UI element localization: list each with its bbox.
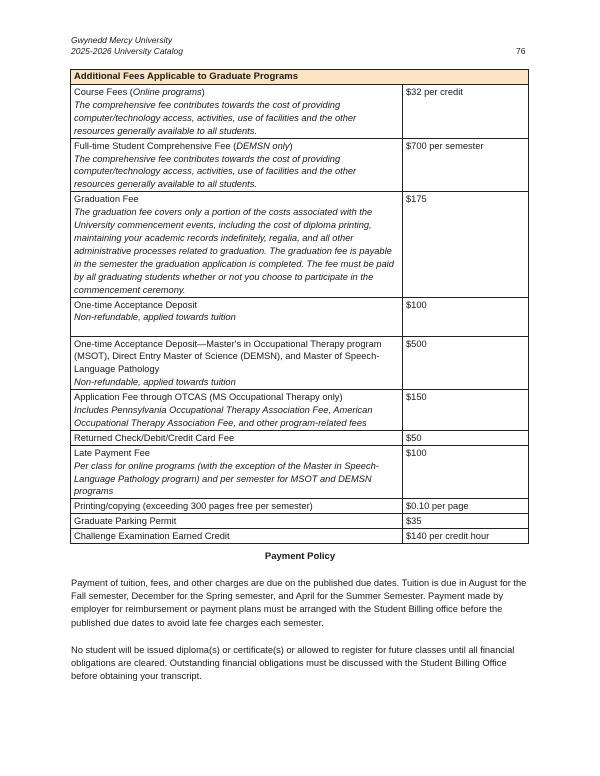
table-row	[71, 390, 529, 431]
page-header	[71, 35, 531, 57]
fee-title: One-time Acceptance Deposit	[74, 299, 197, 310]
fee-amount: $175	[403, 192, 529, 297]
page-number: 76	[516, 46, 526, 56]
fee-item-cell	[71, 529, 403, 544]
fee-description: The comprehensive fee contributes towards the cost of providing computer/technology access, activities, use of facilities and the other resources generally available to all students.	[74, 99, 357, 136]
table-row	[71, 138, 529, 192]
fee-amount: $0.10 per page	[403, 499, 529, 514]
table-row	[71, 514, 529, 529]
fee-title: Graduate Parking Permit	[74, 516, 177, 527]
table-row	[71, 430, 529, 445]
fee-title: Course Fees (Online programs)	[74, 87, 205, 97]
fee-amount: $140 per credit hour	[403, 529, 529, 544]
table-row	[71, 336, 529, 390]
fee-amount: $700 per semester	[403, 138, 529, 192]
institution-name: Gwynedd Mercy University	[71, 35, 173, 45]
fee-title: Late Payment Fee	[74, 447, 150, 458]
fee-item-cell	[71, 192, 403, 297]
table-row	[71, 529, 529, 544]
fee-title: Application Fee through OTCAS (MS Occupational Therapy only)	[74, 392, 343, 403]
catalog-title: 2025-2026 University Catalog	[71, 46, 183, 56]
payment-policy-title: Payment Policy	[264, 551, 336, 562]
table-row	[71, 192, 529, 297]
fee-title: Graduation Fee	[74, 194, 139, 205]
fee-item-cell	[71, 336, 403, 390]
fee-item-cell	[71, 390, 403, 431]
fee-item-cell	[71, 499, 403, 514]
fee-item-cell	[71, 430, 403, 445]
fee-item-cell	[71, 138, 403, 192]
fee-title: One-time Acceptance Deposit—Master's in Occupational Therapy program (MSOT), Direct Entry Master of Science (DEMSN), and Master of Speech-Language Pathology	[74, 338, 382, 375]
fee-item-cell	[71, 445, 403, 499]
fee-title: Full-time Student Comprehensive Fee (DEMSN only)	[74, 140, 293, 151]
fee-title: Challenge Examination Earned Credit	[74, 531, 230, 542]
table-row	[71, 445, 529, 499]
payment-policy-paragraph-2: No student will be issued diploma(s) or certificate(s) or allowed to register for future classes until all financial obligations are cleared. Outstanding financial obligations must be discussed with the Student Billing Office before obtaining your transcript.	[71, 645, 515, 682]
fee-amount: $35	[403, 514, 529, 529]
fee-description: The comprehensive fee contributes towards the cost of providing computer/technology access, activities, use of facilities and the other resources generally available to all students.	[74, 153, 357, 190]
fee-title: Returned Check/Debit/Credit Card Fee	[74, 432, 235, 443]
fee-item-cell	[71, 85, 403, 139]
fee-amount: $100	[403, 445, 529, 499]
fee-amount: $100	[403, 297, 529, 336]
fee-amount: $500	[403, 336, 529, 390]
fee-item-cell	[71, 514, 403, 529]
fee-description: Includes Pennsylvania Occupational Therapy Association Fee, American Occupational Therapy Association Fee, and other program-related fees	[74, 405, 373, 428]
table-row	[71, 297, 529, 336]
table-heading: Additional Fees Applicable to Graduate Programs	[71, 70, 529, 85]
fee-amount: $150	[403, 390, 529, 431]
payment-policy-paragraph-1: Payment of tuition, fees, and other charges are due on the published due dates. Tuition is due in August for the Fall semester, December for the Spring semester, and April for the Summer Semester. Payment made by employer for reimbursement or payment plans must be arranged with the Student Billing office before the published due dates to avoid late fee charges each semester.	[71, 578, 527, 628]
fee-description: Per class for online programs (with the exception of the Master in Speech-Language Pathology program) and per semester for MSOT and DEMSN programs	[74, 460, 379, 497]
graduate-fees-table	[70, 69, 529, 544]
fee-title: Printing/copying (exceeding 300 pages free per semester)	[74, 501, 313, 512]
fee-description: Non-refundable, applied towards tuition	[74, 312, 236, 323]
table-row	[71, 85, 529, 139]
fee-item-cell	[71, 297, 403, 336]
fee-amount: $50	[403, 430, 529, 445]
table-row	[71, 499, 529, 514]
fee-description: The graduation fee covers only a portion of the costs associated with the University commencement events, including the cost of diploma printing, maintaining your academic records indefinitely, regalia, and all other administrative processes related to graduation. The graduation fee is payable in the semester the graduation application is completed. The fee must be paid by all graduating students whether or not you choose to participate in the commencement ceremony.	[74, 207, 394, 295]
fee-amount: $32 per credit	[403, 85, 529, 139]
fee-description: Non-refundable, applied towards tuition	[74, 377, 236, 388]
